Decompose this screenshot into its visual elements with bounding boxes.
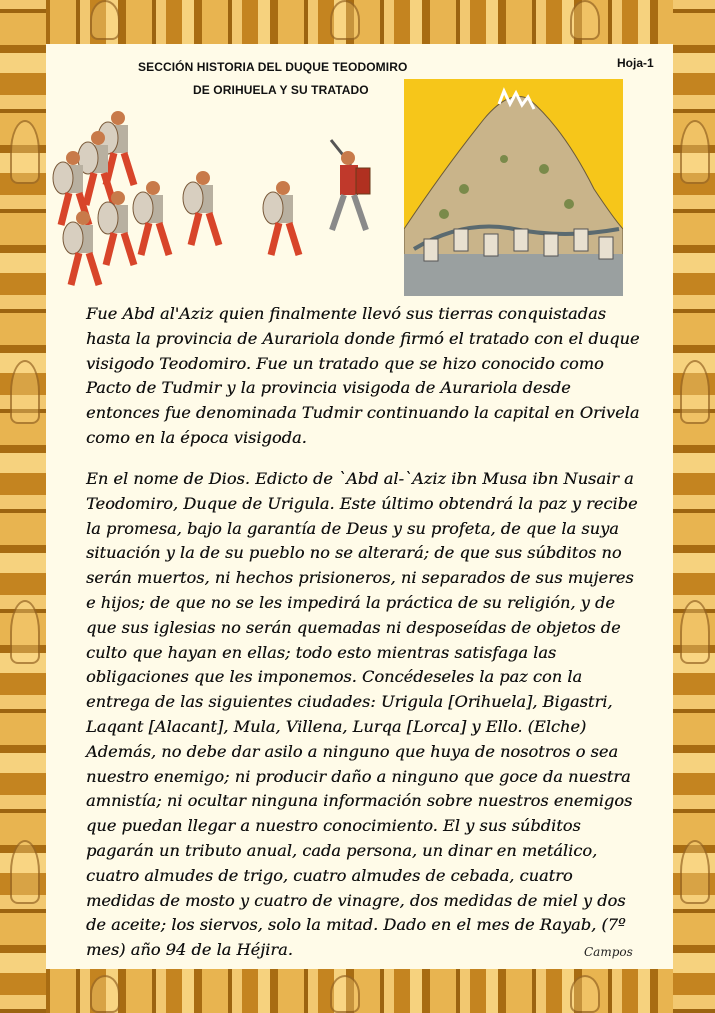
frame-ornament-icon xyxy=(680,360,710,424)
frame-ornament-icon xyxy=(330,975,360,1013)
frame-ornament-icon xyxy=(90,975,120,1013)
soldier-icon xyxy=(263,181,299,255)
frame-ornament-icon xyxy=(330,0,360,40)
frame-ornament-icon xyxy=(680,600,710,664)
edict-paragraph: En el nome de Dios. Edicto de `Abd al-`Aziz ibn Musa ibn Nusair a Teodomiro, Duque de Urigula. Este último obtendrá la paz y recibe la promesa, bajo la garantía de Deus y su profeta, de que la suya situación y la de su pueblo no se alterará; de que sus súbditos no serán muertos, ni hechos prisioneros, ni separados de sus mujeres e hijos; de que no se les impedirá la práctica de su religión, y de que sus iglesias no serán quemadas ni desposeídas de objetos de culto que hayan en ellas; todo esto mientras satisfaga las obligaciones que les imponemos. Concédeseles la paz con la entrega de las siguientes ciudades: Urigula [Orihuela], Bigastri, Laqant [Alacant], Mula, Villena, Lurqa [Lorca] y Ello. (Elche) Además, no debe dar asilo a ninguno que huya de nosotros o sea nuestro enemigo; ni producir daño a ninguno que goce da nuestra amnistía; ni ocultar ninguna información sobre nuestros enemigos que puedan llegar a nuestro conocimiento. El y sus súbditos pagarán un tributo anual, cada persona, un dinar en metálico, cuatro almudes de trigo, cuatro almudes de cebada, cuatro medidas de mosto y cuatro de vinagre, dos medidas de miel y dos de aceite; los siervos, solo la mitad. Dado en el mes de Rayab, (7º mes) año 94 de la Héjira. xyxy=(86,469,638,960)
intro-paragraph: Fue Abd al'Aziz quien finalmente llevó sus tierras conquistadas hasta la provincia de Aurariola donde firmó el tratado con el duque visigodo Teodomiro. Fue un tratado que se hizo conocido como Pacto de Tudmir y la provincia visigoda de Aurariola desde entonces fue denominada Tudmir continuando la capital en Orivela como en la época visigoda. xyxy=(86,304,640,447)
frame-ornament-icon xyxy=(10,120,40,184)
frame-ornament-icon xyxy=(570,975,600,1013)
frame-ornament-icon xyxy=(680,120,710,184)
castle-painting xyxy=(404,79,623,296)
soldier-icon xyxy=(183,171,219,245)
frame-ornament-icon xyxy=(10,840,40,904)
frame-ornament-icon xyxy=(10,360,40,424)
frame-ornament-icon xyxy=(10,600,40,664)
author-signature: Campos xyxy=(584,945,633,959)
frame-ornament-icon xyxy=(680,840,710,904)
swordsman-icon xyxy=(331,140,370,230)
soldier-icon xyxy=(63,211,99,285)
warriors-illustration xyxy=(46,100,386,300)
page-title-line-1: SECCIÓN HISTORIA DEL DUQUE TEODOMIRO xyxy=(138,60,408,74)
soldier-icon xyxy=(98,191,134,265)
frame-ornament-icon xyxy=(570,0,600,40)
sheet-number: Hoja-1 xyxy=(617,56,654,70)
page-title-line-2: DE ORIHUELA Y SU TRATADO xyxy=(193,83,369,97)
frame-ornament-icon xyxy=(90,0,120,40)
soldier-icon xyxy=(133,181,169,255)
